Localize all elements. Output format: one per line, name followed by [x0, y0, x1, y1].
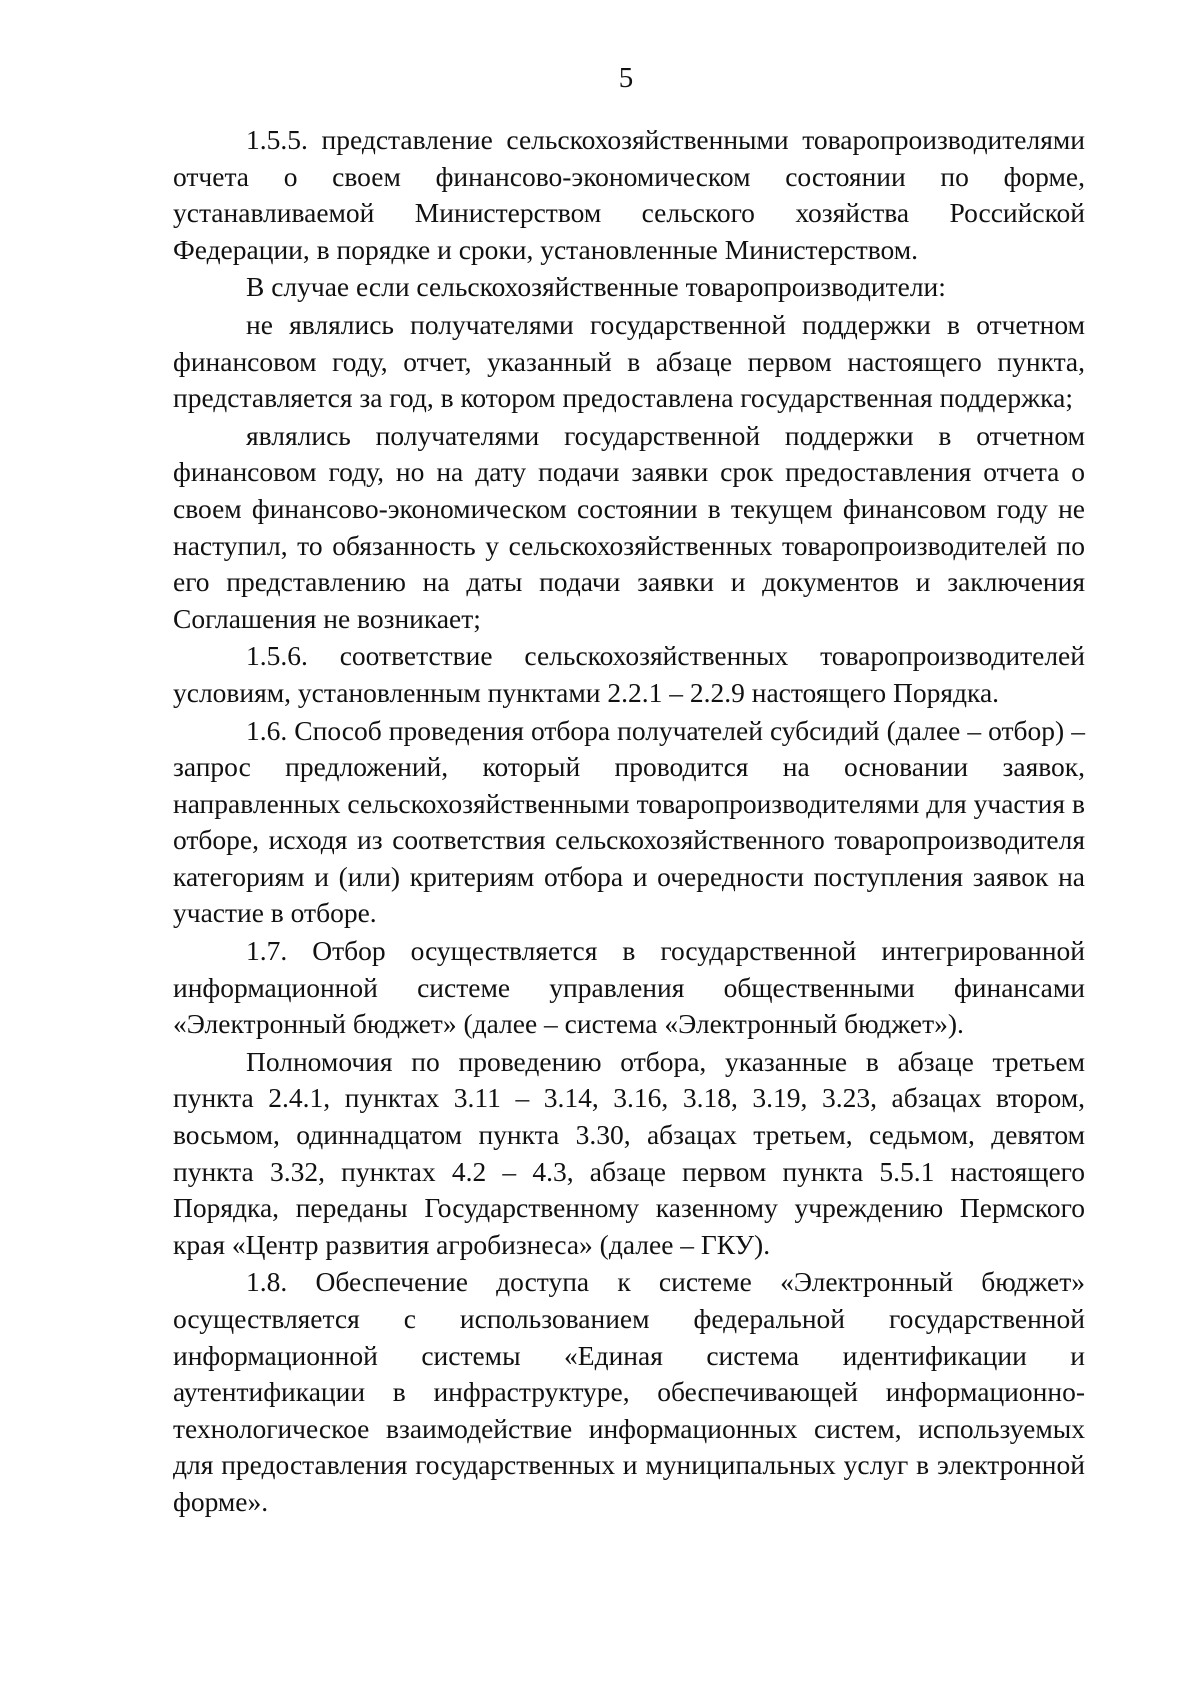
document-body	[173, 122, 1085, 1521]
paragraph-1-5-5: 1.5.5. представление сельскохозяйственными товаропроизводителями отчета о своем финансово-экономическом состоянии по форме, устанавливаемой Министерством сельского хозяйства Российской Федерации, в порядке и сроки, установленные Министерством.	[173, 124, 1085, 265]
paragraph-powers: Полномочия по проведению отбора, указанные в абзаце третьем пункта 2.4.1, пунктах 3.11 – 3.14, 3.16, 3.18, 3.19, 3.23, абзацах втором, восьмом, одиннадцатом пункта 3.30, абзацах третьем, седьмом, девятом пункта 3.32, пунктах 4.2 – 4.3, абзаце первом пункта 5.5.1 настоящего Порядка, переданы Государственному казенному учреждению Пермского края «Центр развития агробизнеса» (далее – ГКУ).	[173, 1045, 1085, 1260]
paragraph-1-8: 1.8. Обеспечение доступа к системе «Электронный бюджет» осуществляется с использованием федеральной государственной информационной системы «Единая система идентификации и аутентификации в инфраструктуре, обеспечивающей информационно-технологическое взаимодействие информационных систем, используемых для предоставления государственных и муниципальных услуг в электронной форме».	[173, 1266, 1085, 1517]
paragraph-1-7: 1.7. Отбор осуществляется в государственной интегрированной информационной системе управления общественными финансами «Электронный бюджет» (далее – система «Электронный бюджет»).	[173, 935, 1085, 1040]
paragraph-1-5-6: 1.5.6. соответствие сельскохозяйственных товаропроизводителей условиям, установленным пунктами 2.2.1 – 2.2.9 настоящего Порядка.	[173, 640, 1085, 708]
paragraph-1-6: 1.6. Способ проведения отбора получателей субсидий (далее – отбор) – запрос предложений, который проводится на основании заявок, направленных сельскохозяйственными товаропроизводителями для участия в отборе, исходя из соответствия сельскохозяйственного товаропроизводителя категориям и (или) критериям отбора и очередности поступления заявок на участие в отборе.	[173, 714, 1085, 929]
paragraph-case-not-recipients: не являлись получателями государственной поддержки в отчетном финансовом году, отчет, указанный в абзаце первом настоящего пункта, представляется за год, в котором предоставлена государственная поддержка;	[173, 308, 1085, 414]
paragraph-case-intro: В случае если сельскохозяйственные товаропроизводители:	[246, 271, 946, 303]
paragraph-case-recipients: являлись получателями государственной поддержки в отчетном финансовом году, но на дату подачи заявки срок предоставления отчета о своем финансово-экономическом состоянии в текущем финансовом году не наступил, то обязанность у сельскохозяйственных товаропроизводителей по его представлению на даты подачи заявки и документов и заключения Соглашения не возникает;	[173, 419, 1085, 634]
page-number: 5	[618, 62, 634, 94]
